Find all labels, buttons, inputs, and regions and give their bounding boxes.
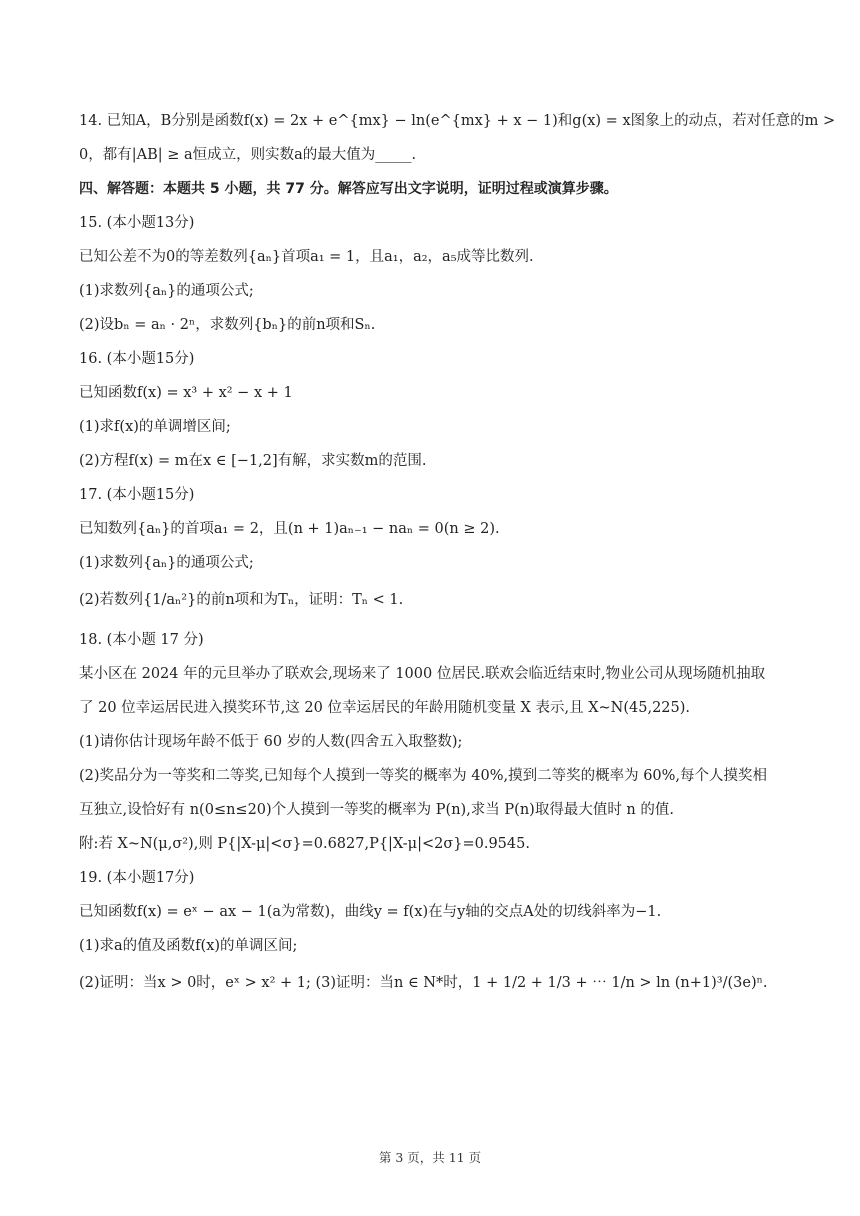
q14-line-2: 0，都有|AB| ≥ a恒成立，则实数a的最大值为_____. [79, 147, 417, 163]
q18-stem-1: 某小区在 2024 年的元旦举办了联欢会,现场来了 1000 位居民.联欢会临近结束时,物业公司从现场随机抽取 [79, 666, 766, 682]
q19-part-2-3: (2)证明：当x > 0时，eˣ > x² + 1; (3)证明：当n ∈ N*时，1 + 1/2 + 1/3 + ⋯ 1/n > ln (n+1)³/(3e)ⁿ. [79, 975, 768, 991]
q19-stem: 已知函数f(x) = eˣ − ax − 1(a为常数)，曲线y = f(x)在与y轴的交点A处的切线斜率为−1. [79, 904, 662, 920]
section-heading: 四、解答题：本题共 5 小题，共 77 分。解答应写出文字说明，证明过程或演算步骤。 [79, 181, 618, 197]
q16-part-1: (1)求f(x)的单调增区间; [79, 419, 231, 435]
q18-part-2-b: 互独立,设恰好有 n(0≤n≤20)个人摸到一等奖的概率为 P(n),求当 P(n)取得最大值时 n 的值. [79, 802, 674, 818]
q15-part-1: (1)求数列{aₙ}的通项公式; [79, 283, 254, 299]
q17-stem: 已知数列{aₙ}的首项a₁ = 2，且(n + 1)aₙ₋₁ − naₙ = 0(n ≥ 2). [79, 521, 500, 537]
q17-part-2: (2)若数列{1/aₙ²}的前n项和为Tₙ，证明：Tₙ < 1. [79, 592, 404, 608]
q15-title: 15. (本小题13分) [79, 215, 195, 231]
q15-stem: 已知公差不为0的等差数列{aₙ}首项a₁ = 1，且a₁，a₂，a₅成等比数列. [79, 249, 534, 265]
q19-part-1: (1)求a的值及函数f(x)的单调区间; [79, 938, 298, 954]
q18-appendix: 附:若 X~N(μ,σ²),则 P{|X-μ|<σ}=0.6827,P{|X-μ|<2σ}=0.9545. [79, 836, 530, 852]
q19-title: 19. (本小题17分) [79, 870, 195, 886]
q16-stem: 已知函数f(x) = x³ + x² − x + 1 [79, 385, 293, 401]
q16-title: 16. (本小题15分) [79, 351, 195, 367]
q17-part-1: (1)求数列{aₙ}的通项公式; [79, 555, 254, 571]
q18-part-1: (1)请你估计现场年龄不低于 60 岁的人数(四舍五入取整数); [79, 734, 463, 750]
q16-part-2: (2)方程f(x) = m在x ∈ [−1,2]有解，求实数m的范围. [79, 453, 427, 469]
q18-part-2-a: (2)奖品分为一等奖和二等奖,已知每个人摸到一等奖的概率为 40%,摸到二等奖的概率为 60%,每个人摸奖相 [79, 768, 768, 784]
q18-title: 18. (本小题 17 分) [79, 632, 204, 648]
q18-stem-2: 了 20 位幸运居民进入摸奖环节,这 20 位幸运居民的年龄用随机变量 X 表示,且 X~N(45,225). [79, 700, 691, 716]
page-footer: 第 3 页，共 11 页 [378, 1150, 482, 1165]
q15-part-2: (2)设bₙ = aₙ · 2ⁿ，求数列{bₙ}的前n项和Sₙ. [79, 317, 376, 333]
q14-line-1: 14. 已知A，B分别是函数f(x) = 2x + e^{mx} − ln(e^{mx} + x − 1)和g(x) = x图象上的动点，若对任意的m > [79, 113, 836, 129]
q17-title: 17. (本小题15分) [79, 487, 195, 503]
